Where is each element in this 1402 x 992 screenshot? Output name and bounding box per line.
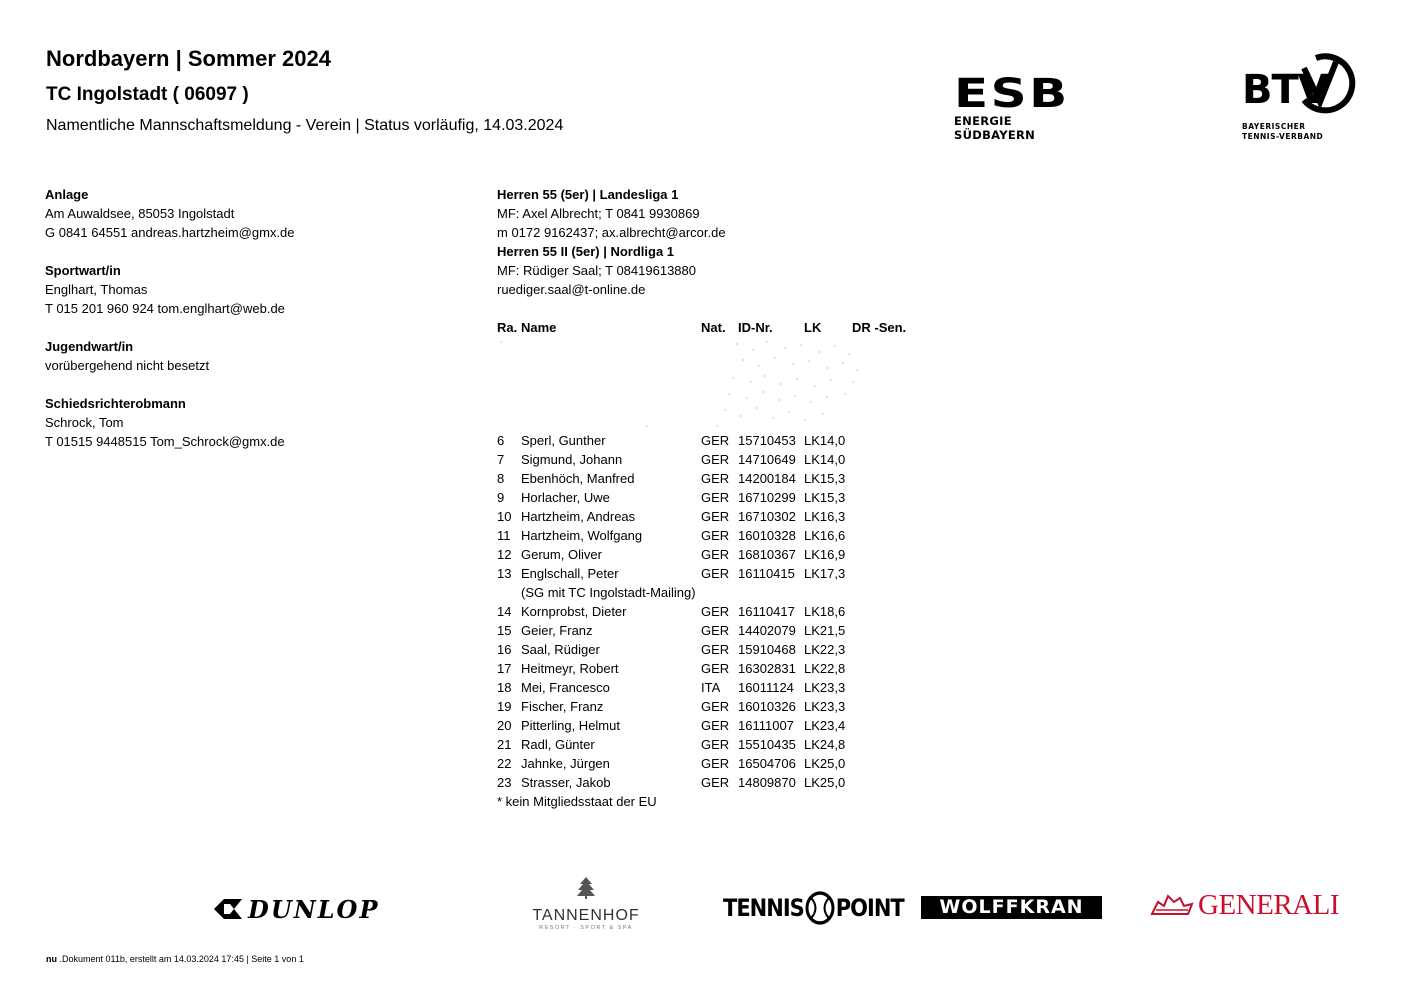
cell-lk: LK16,9 <box>804 547 846 562</box>
cell-name: Sperl, Gunther <box>521 433 606 448</box>
sportwart-label: Sportwart/in <box>45 263 121 278</box>
cell-rank: 17 <box>497 661 512 676</box>
btv-logo <box>1240 52 1360 144</box>
cell-name: Radl, Günter <box>521 737 595 752</box>
cell-name: Jahnke, Jürgen <box>521 756 610 771</box>
sportwart-block <box>45 261 295 318</box>
cell-lk: LK14,0 <box>804 433 846 448</box>
esb-logo-word: ESB <box>954 71 1070 117</box>
cell-rank: 15 <box>497 623 512 638</box>
cell-rank: 13 <box>497 566 512 581</box>
cell-name: Strasser, Jakob <box>521 775 611 790</box>
dunlop-word: DUNLOP <box>248 894 380 924</box>
cell-rank: 7 <box>497 452 505 467</box>
document-subtitle: Namentliche Mannschaftsmeldung - Verein | Status vorläufig, 14.03.2024 <box>46 117 564 134</box>
cell-rank: 8 <box>497 471 505 486</box>
cell-nationality: GER <box>701 775 730 790</box>
cell-nationality: GER <box>701 528 730 543</box>
cell-lk: LK24,8 <box>804 737 846 752</box>
cell-lk: LK15,3 <box>804 490 846 505</box>
cell-name: Heitmeyr, Robert <box>521 661 619 676</box>
cell-rank: 22 <box>497 756 512 771</box>
cell-lk: LK23,3 <box>804 680 846 695</box>
table-row <box>497 431 917 450</box>
team2-captain: MF: Rüdiger Saal; T 08419613880 <box>497 263 696 278</box>
tennis-point-word-a: TENNIS <box>723 894 804 922</box>
player-table-header <box>497 318 917 337</box>
cell-name: Hartzheim, Wolfgang <box>521 528 643 543</box>
cell-nationality: GER <box>701 699 730 714</box>
cell-name: Fischer, Franz <box>521 699 604 714</box>
schiedsrichter-block <box>45 394 295 451</box>
table-row <box>497 754 917 773</box>
table-row <box>497 450 917 469</box>
cell-id: 14809870 <box>738 775 796 790</box>
table-row <box>497 640 917 659</box>
cell-lk: LK14,0 <box>804 452 846 467</box>
cell-id: 15510435 <box>738 737 796 752</box>
wolffkran-logo: WOLFFKRAN <box>921 896 1102 919</box>
jugendwart-label: Jugendwart/in <box>45 339 134 354</box>
cell-id: 15910468 <box>738 642 796 657</box>
footer-text: .Dokument 011b, erstellt am 14.03.2024 17:45 | Seite 1 von 1 <box>57 954 304 964</box>
cell-name: Saal, Rüdiger <box>521 642 600 657</box>
cell-rank: 21 <box>497 737 512 752</box>
cell-id: 15710453 <box>738 433 796 448</box>
cell-id: 16710299 <box>738 490 796 505</box>
generali-lion-icon <box>1150 892 1194 918</box>
table-row <box>497 659 917 678</box>
cell-rank: 18 <box>497 680 512 695</box>
cell-rank: 9 <box>497 490 505 505</box>
btv-sub-line2: TENNIS-VERBAND <box>1242 132 1324 141</box>
cell-rank: 12 <box>497 547 512 562</box>
cell-id: 16010328 <box>738 528 796 543</box>
tannenhof-tree-icon <box>576 876 596 900</box>
sportwart-contact: T 015 201 960 924 tom.englhart@web.de <box>45 301 285 316</box>
player-table-body <box>497 431 917 811</box>
tannenhof-word: TANNENHOF <box>532 907 640 924</box>
club-contacts <box>45 185 295 470</box>
dunlop-logo <box>212 892 380 926</box>
cell-id: 16810367 <box>738 547 796 562</box>
anlage-address: Am Auwaldsee, 85053 Ingolstadt <box>45 206 235 221</box>
header-rank: Ra. <box>497 320 518 335</box>
generali-word: GENERALI <box>1198 888 1339 921</box>
cell-name: (SG mit TC Ingolstadt-Mailing) <box>521 585 696 600</box>
cell-id: 16111007 <box>738 718 794 733</box>
anlage-label: Anlage <box>45 187 89 202</box>
cell-name: Sigmund, Johann <box>521 452 623 467</box>
cell-nationality: GER <box>701 756 730 771</box>
cell-lk: LK22,8 <box>804 661 846 676</box>
cell-name: Englschall, Peter <box>521 566 619 581</box>
table-row <box>497 583 917 602</box>
cell-nationality: GER <box>701 452 730 467</box>
header-lk: LK <box>804 320 822 335</box>
cell-lk: LK16,6 <box>804 528 846 543</box>
footer-brand: nu <box>46 954 57 964</box>
team1-title: Herren 55 (5er) | Landesliga 1 <box>497 187 679 202</box>
cell-id: 14710649 <box>738 452 796 467</box>
cell-name: Kornprobst, Dieter <box>521 604 627 619</box>
table-row <box>497 545 917 564</box>
btv-logo-word: BTV <box>1242 67 1328 113</box>
cell-id: 16110415 <box>738 566 795 581</box>
esb-logo-subtitle: ENERGIE SÜDBAYERN <box>954 114 1036 142</box>
table-row <box>497 716 917 735</box>
table-footnote: * kein Mitgliedsstaat der EU <box>497 794 657 809</box>
team1-captain: MF: Axel Albrecht; T 0841 9930869 <box>497 206 700 221</box>
cell-name: Mei, Francesco <box>521 680 610 695</box>
cell-rank: 19 <box>497 699 512 714</box>
cell-name: Pitterling, Helmut <box>521 718 620 733</box>
cell-nationality: ITA <box>701 680 721 695</box>
cell-nationality: GER <box>701 509 730 524</box>
club-name: TC Ingolstadt ( 06097 ) <box>46 84 249 105</box>
cell-id: 16010326 <box>738 699 796 714</box>
btv-logo-subtitle <box>1242 122 1323 142</box>
generali-logo <box>1150 890 1339 920</box>
cell-id: 14402079 <box>738 623 796 638</box>
header-id: ID-Nr. <box>738 320 773 335</box>
table-row <box>497 735 917 754</box>
cell-id: 14200184 <box>738 471 796 486</box>
team-info <box>497 185 726 299</box>
cell-nationality: GER <box>701 661 730 676</box>
cell-id: 16302831 <box>738 661 796 676</box>
cell-nationality: GER <box>701 566 730 581</box>
cell-lk: LK15,3 <box>804 471 846 486</box>
cell-nationality: GER <box>701 433 730 448</box>
cell-lk: LK18,6 <box>804 604 846 619</box>
anlage-contact: G 0841 64551 andreas.hartzheim@gmx.de <box>45 225 295 240</box>
cell-lk: LK23,4 <box>804 718 846 733</box>
header-name: Name <box>521 320 557 335</box>
table-row <box>497 773 917 792</box>
redacted-area <box>497 336 917 430</box>
cell-nationality: GER <box>701 471 730 486</box>
table-row <box>497 678 917 697</box>
schiedsrichter-name: Schrock, Tom <box>45 415 124 430</box>
jugendwart-block <box>45 337 295 375</box>
table-row <box>497 507 917 526</box>
tennis-ball-icon <box>805 891 835 926</box>
cell-nationality: GER <box>701 604 730 619</box>
schiedsrichter-label: Schiedsrichterobmann <box>45 396 186 411</box>
header-dr-sen: DR -Sen. <box>852 320 907 335</box>
cell-rank: 20 <box>497 718 512 733</box>
tannenhof-subtitle: RESORT · SPORT & SPA <box>539 925 633 931</box>
cell-name: Hartzheim, Andreas <box>521 509 636 524</box>
team2-title: Herren 55 II (5er) | Nordliga 1 <box>497 244 675 259</box>
cell-id: 16710302 <box>738 509 796 524</box>
tannenhof-logo <box>530 876 642 931</box>
table-row <box>497 602 917 621</box>
anlage-block <box>45 185 295 242</box>
cell-lk: LK17,3 <box>804 566 846 581</box>
cell-rank: 16 <box>497 642 512 657</box>
jugendwart-status: vorübergehend nicht besetzt <box>45 358 210 373</box>
cell-id: 16011124 <box>738 680 794 695</box>
team2-contact: ruediger.saal@t-online.de <box>497 282 646 297</box>
document-footer <box>46 954 304 964</box>
table-row <box>497 526 917 545</box>
cell-nationality: GER <box>701 547 730 562</box>
tennis-point-word-b: POINT <box>835 894 904 922</box>
header-nationality: Nat. <box>701 320 726 335</box>
cell-id: 16504706 <box>738 756 796 771</box>
cell-lk: LK23,3 <box>804 699 846 714</box>
btv-sub-line1: BAYERISCHER <box>1242 122 1306 131</box>
page-title: Nordbayern | Sommer 2024 <box>46 46 331 71</box>
schiedsrichter-contact: T 01515 9448515 Tom_Schrock@gmx.de <box>45 434 285 449</box>
cell-nationality: GER <box>701 642 730 657</box>
cell-lk: LK25,0 <box>804 775 846 790</box>
table-row <box>497 697 917 716</box>
tennis-point-logo <box>723 887 904 928</box>
cell-lk: LK16,3 <box>804 509 846 524</box>
table-row <box>497 564 917 583</box>
cell-rank: 10 <box>497 509 512 524</box>
cell-lk: LK22,3 <box>804 642 846 657</box>
cell-name: Geier, Franz <box>521 623 593 638</box>
table-row <box>497 621 917 640</box>
team1-contact: m 0172 9162437; ax.albrecht@arcor.de <box>497 225 726 240</box>
dunlop-flying-d-icon <box>212 898 244 920</box>
cell-nationality: GER <box>701 737 730 752</box>
cell-lk: LK25,0 <box>804 756 846 771</box>
cell-id: 16110417 <box>738 604 795 619</box>
cell-rank: 23 <box>497 775 512 790</box>
cell-nationality: GER <box>701 490 730 505</box>
cell-rank: 11 <box>497 528 511 543</box>
cell-name: Ebenhöch, Manfred <box>521 471 635 486</box>
cell-rank: 6 <box>497 433 505 448</box>
esb-logo <box>954 71 1094 142</box>
sportwart-name: Englhart, Thomas <box>45 282 148 297</box>
table-row <box>497 488 917 507</box>
cell-rank: 14 <box>497 604 512 619</box>
cell-name: Horlacher, Uwe <box>521 490 610 505</box>
table-row <box>497 469 917 488</box>
cell-nationality: GER <box>701 623 730 638</box>
cell-lk: LK21,5 <box>804 623 846 638</box>
cell-nationality: GER <box>701 718 730 733</box>
cell-name: Gerum, Oliver <box>521 547 602 562</box>
